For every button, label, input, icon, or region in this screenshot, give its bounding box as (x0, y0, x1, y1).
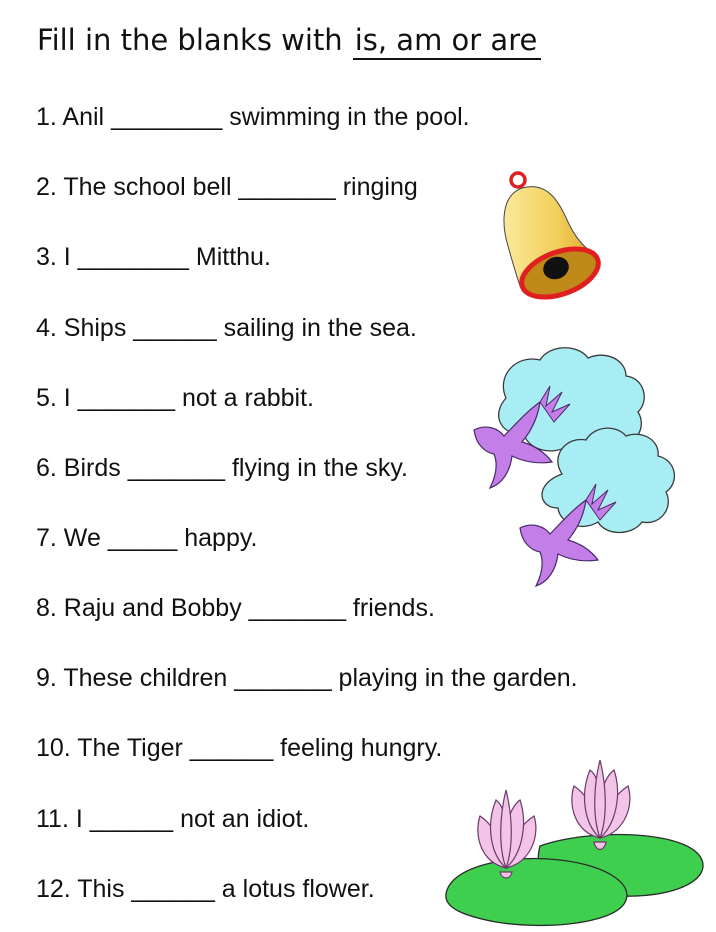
question-12: 12. This ______ a lotus flower. (36, 875, 375, 903)
lotus-flowers-illustration (440, 758, 712, 930)
question-6: 6. Birds _______ flying in the sky. (36, 454, 408, 482)
question-10: 10. The Tiger ______ feeling hungry. (36, 734, 443, 762)
question-8: 8. Raju and Bobby _______ friends. (36, 594, 435, 622)
question-1: 1. Anil ________ swimming in the pool. (36, 103, 470, 131)
question-5: 5. I _______ not a rabbit. (36, 384, 314, 412)
birds-in-trees-illustration (466, 346, 681, 598)
question-2: 2. The school bell _______ ringing (36, 173, 418, 201)
question-7: 7. We _____ happy. (36, 524, 258, 552)
question-3: 3. I ________ Mitthu. (36, 243, 271, 271)
title-highlight-words: is, am or are (353, 22, 542, 60)
question-11: 11. I ______ not an idiot. (36, 805, 310, 833)
worksheet-title (37, 20, 541, 60)
title-prefix: Fill in the blanks with (37, 23, 343, 57)
bell-icon (494, 166, 606, 306)
question-9: 9. These children _______ playing in the garden. (36, 664, 578, 692)
question-4: 4. Ships ______ sailing in the sea. (36, 314, 417, 342)
